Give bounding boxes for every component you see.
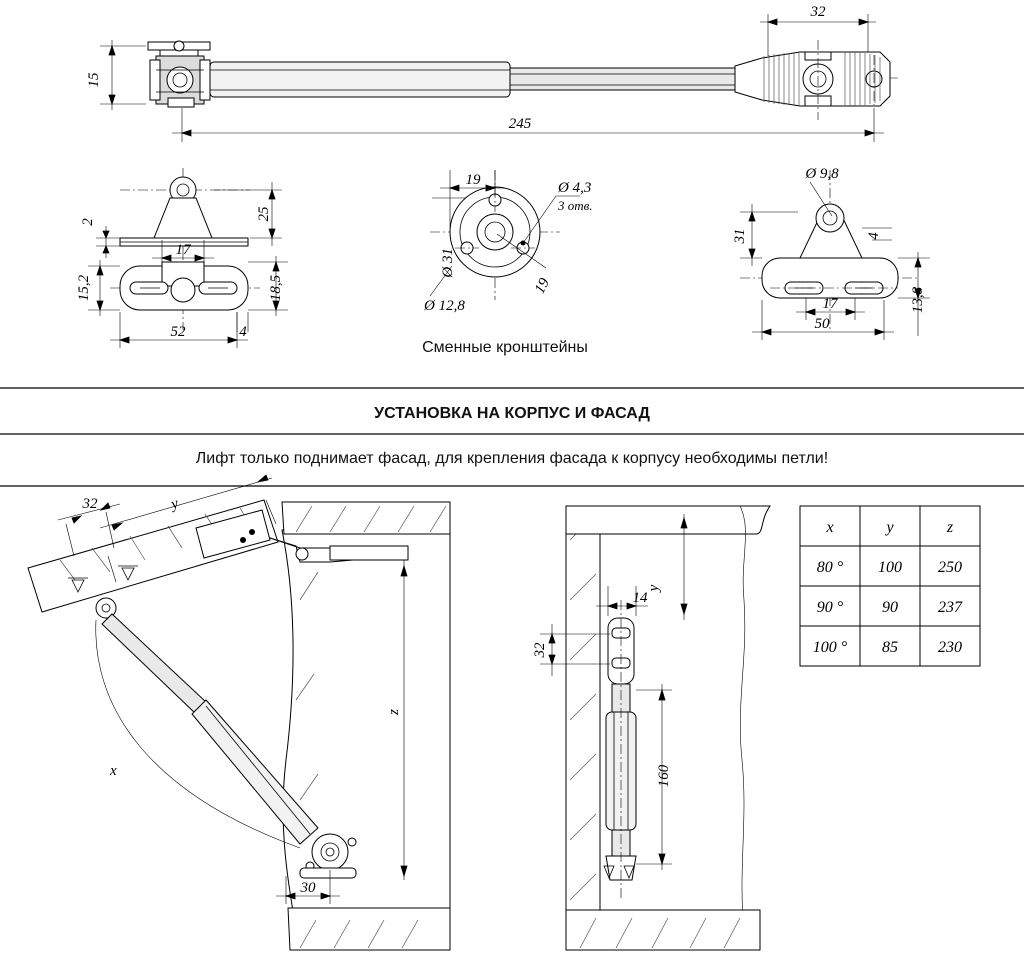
- dim-17-label: 17: [175, 242, 191, 258]
- install-side-view: [532, 506, 770, 950]
- table-row: 237: [938, 599, 962, 616]
- left-bracket-assembly: [148, 41, 210, 107]
- left-bracket-views: [76, 168, 288, 348]
- right-bracket-assembly: [735, 40, 890, 120]
- label-30: 30: [300, 880, 316, 896]
- label-32-side: 32: [532, 642, 548, 658]
- left-bracket-plan: [76, 240, 288, 348]
- top-view-gas-lift: [86, 4, 900, 142]
- dim-4-left-label: 4: [239, 324, 247, 340]
- table-row: 85: [882, 639, 898, 656]
- dim-2-label: 2: [80, 218, 96, 226]
- table-row: 100: [878, 559, 902, 576]
- cylinder-body: [210, 62, 735, 97]
- table-header-y: y: [886, 519, 894, 536]
- label-z: z: [386, 709, 402, 715]
- facade-panel: [28, 500, 278, 612]
- round-bracket-view: [422, 170, 592, 356]
- dim-245: [172, 108, 884, 142]
- right-bracket-view: [732, 166, 930, 340]
- dim-18-5-label: 18,5: [268, 274, 284, 302]
- table-row: 100 °: [812, 639, 848, 656]
- dim-25-label: 25: [256, 206, 272, 222]
- dim-d12-8-label: Ø 12,8: [424, 298, 465, 314]
- table-row: 80 °: [816, 559, 844, 576]
- dim-4-right-label: 4: [866, 232, 882, 240]
- table-row: 230: [938, 639, 962, 656]
- table-header-x: x: [826, 519, 834, 536]
- table-header-z: z: [946, 519, 954, 536]
- dim-245-label: 245: [508, 116, 532, 132]
- label-160: 160: [656, 764, 672, 788]
- dim-52-label: 52: [170, 324, 186, 340]
- label-y-front: y: [169, 495, 181, 513]
- install-front-view: [28, 475, 450, 950]
- dim-19-top-label: 19: [465, 172, 481, 188]
- gas-strut: [102, 614, 318, 844]
- label-y-side: y: [646, 584, 662, 592]
- section-title: УСТАНОВКА НА КОРПУС И ФАСАД: [374, 405, 650, 422]
- gas-lift-side: [604, 600, 636, 900]
- label-32-front: 32: [82, 496, 98, 512]
- dim-15-2-label: 15,2: [76, 274, 92, 302]
- label-14: 14: [632, 590, 648, 606]
- round-bracket-caption: Сменные кронштейны: [422, 339, 588, 356]
- dim-19-right-label: 19: [531, 275, 554, 297]
- dim-15-left-label: 15: [86, 72, 102, 88]
- dim-50-label: 50: [814, 316, 830, 332]
- holes-count-label: 3 отв.: [558, 198, 593, 213]
- section-note: Лифт только поднимает фасад, для крепления фасада к корпусу необходимы петли!: [195, 450, 829, 467]
- dim-32-top-label: 32: [810, 4, 826, 20]
- section-title-band: [0, 388, 1024, 486]
- table-row: 90 °: [816, 599, 844, 616]
- dim-15-left: [86, 40, 146, 110]
- dim-d9-8-label: Ø 9,8: [805, 166, 839, 182]
- dim-13-8-label: 13,8: [910, 286, 926, 314]
- dim-d4-3-label: Ø 4,3: [558, 180, 592, 196]
- label-x: x: [110, 763, 117, 779]
- dim-17-right-label: 17: [822, 296, 838, 312]
- table-row: 250: [938, 559, 962, 576]
- dim-d31-label: Ø 31: [440, 248, 456, 278]
- xyz-table: [800, 506, 980, 666]
- dim-31-label: 31: [732, 228, 748, 244]
- table-row: 90: [882, 599, 898, 616]
